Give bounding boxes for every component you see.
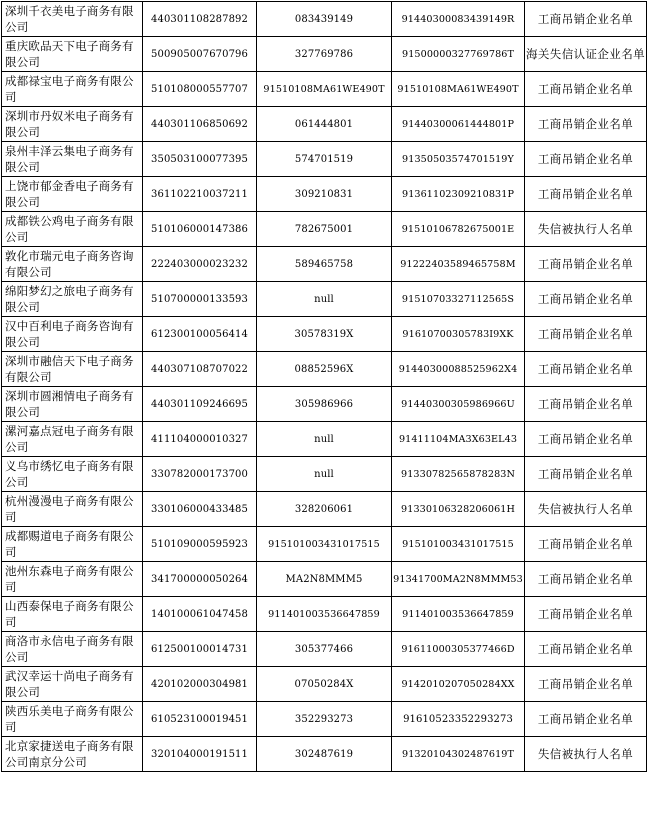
table-row (2, 212, 647, 247)
registration-number-cell: 610523100019451 (143, 702, 257, 737)
registration-number-cell: 510106000147386 (143, 212, 257, 247)
blacklist-type-cell: 工商吊销企业名单 (525, 107, 647, 142)
table-row (2, 282, 647, 317)
blacklist-type-cell: 工商吊销企业名单 (525, 527, 647, 562)
credit-code-cell: 91341700MA2N8MMM53 (392, 562, 525, 597)
table-row (2, 527, 647, 562)
blacklist-type-cell: 工商吊销企业名单 (525, 247, 647, 282)
company-name-cell: 成都赐道电子商务有限公司 (2, 527, 143, 562)
organization-code-cell: 915101003431017515 (257, 527, 392, 562)
table-row (2, 142, 647, 177)
organization-code-cell: null (257, 457, 392, 492)
blacklist-type-cell: 工商吊销企业名单 (525, 457, 647, 492)
credit-code-cell: 91510703327112565S (392, 282, 525, 317)
table-row (2, 702, 647, 737)
blacklist-type-cell: 海关失信认证企业名单 (525, 37, 647, 72)
table-row (2, 492, 647, 527)
table-row (2, 632, 647, 667)
company-name-cell: 成都铁公鸡电子商务有限公司 (2, 212, 143, 247)
blacklist-type-cell: 失信被执行人名单 (525, 492, 647, 527)
registration-number-cell: 140100061047458 (143, 597, 257, 632)
registration-number-cell: 420102000304981 (143, 667, 257, 702)
registration-number-cell: 330106000433485 (143, 492, 257, 527)
blacklist-type-cell: 工商吊销企业名单 (525, 72, 647, 107)
company-name-cell: 池州东森电子商务有限公司 (2, 562, 143, 597)
organization-code-cell: 574701519 (257, 142, 392, 177)
table-row (2, 562, 647, 597)
organization-code-cell: MA2N8MMM5 (257, 562, 392, 597)
blacklist-type-cell: 工商吊销企业名单 (525, 422, 647, 457)
company-name-cell: 敦化市瑞元电子商务咨询有限公司 (2, 247, 143, 282)
blacklist-type-cell: 工商吊销企业名单 (525, 282, 647, 317)
credit-code-cell: 91510106782675001E (392, 212, 525, 247)
credit-code-cell: 91500000327769786T (392, 37, 525, 72)
organization-code-cell: 083439149 (257, 2, 392, 37)
registration-number-cell: 510109000595923 (143, 527, 257, 562)
blacklist-type-cell: 工商吊销企业名单 (525, 702, 647, 737)
company-name-cell: 漯河嘉点冠电子商务有限公司 (2, 422, 143, 457)
blacklist-type-cell: 工商吊销企业名单 (525, 562, 647, 597)
credit-code-cell: 91411104MA3X63EL43 (392, 422, 525, 457)
blacklist-type-cell: 工商吊销企业名单 (525, 667, 647, 702)
table-row (2, 597, 647, 632)
organization-code-cell: 07050284X (257, 667, 392, 702)
credit-code-cell: 91320104302487619T (392, 737, 525, 772)
registration-number-cell: 612500100014731 (143, 632, 257, 667)
organization-code-cell: 305377466 (257, 632, 392, 667)
table-row (2, 247, 647, 282)
registration-number-cell: 361102210037211 (143, 177, 257, 212)
organization-code-cell: 305986966 (257, 387, 392, 422)
company-name-cell: 成都禄宝电子商务有限公司 (2, 72, 143, 107)
table-row (2, 387, 647, 422)
blacklist-type-cell: 工商吊销企业名单 (525, 352, 647, 387)
table-row (2, 667, 647, 702)
table-row (2, 457, 647, 492)
credit-code-cell: 91611000305377466D (392, 632, 525, 667)
blacklist-type-cell: 工商吊销企业名单 (525, 142, 647, 177)
credit-code-cell: 91350503574701519Y (392, 142, 525, 177)
blacklist-type-cell: 工商吊销企业名单 (525, 632, 647, 667)
company-table-body (2, 2, 647, 772)
organization-code-cell: 327769786 (257, 37, 392, 72)
credit-code-cell: 91222403589465758M (392, 247, 525, 282)
organization-code-cell: null (257, 422, 392, 457)
blacklist-type-cell: 失信被执行人名单 (525, 212, 647, 247)
company-name-cell: 杭州漫漫电子商务有限公司 (2, 492, 143, 527)
company-name-cell: 北京家捷送电子商务有限公司南京分公司 (2, 737, 143, 772)
organization-code-cell: null (257, 282, 392, 317)
blacklist-type-cell: 失信被执行人名单 (525, 737, 647, 772)
organization-code-cell: 91510108MA61WE490T (257, 72, 392, 107)
company-table (1, 1, 647, 772)
table-row (2, 37, 647, 72)
company-name-cell: 武汉幸运十尚电子商务有限公司 (2, 667, 143, 702)
organization-code-cell: 328206061 (257, 492, 392, 527)
credit-code-cell: 91440300305986966U (392, 387, 525, 422)
credit-code-cell: 911401003536647859 (392, 597, 525, 632)
table-row (2, 72, 647, 107)
registration-number-cell: 341700000050264 (143, 562, 257, 597)
blacklist-type-cell: 工商吊销企业名单 (525, 387, 647, 422)
credit-code-cell: 91440300061444801P (392, 107, 525, 142)
credit-code-cell: 91440300083439149R (392, 2, 525, 37)
blacklist-type-cell: 工商吊销企业名单 (525, 317, 647, 352)
credit-code-cell: 91361102309210831P (392, 177, 525, 212)
table-row (2, 737, 647, 772)
organization-code-cell: 08852596X (257, 352, 392, 387)
company-name-cell: 汉中百利电子商务咨询有限公司 (2, 317, 143, 352)
registration-number-cell: 510700000133593 (143, 282, 257, 317)
company-name-cell: 山西泰保电子商务有限公司 (2, 597, 143, 632)
credit-code-cell: 91330782565878283N (392, 457, 525, 492)
organization-code-cell: 30578319X (257, 317, 392, 352)
credit-code-cell: 9142010207050284XX (392, 667, 525, 702)
registration-number-cell: 411104000010327 (143, 422, 257, 457)
registration-number-cell: 320104000191511 (143, 737, 257, 772)
registration-number-cell: 440301106850692 (143, 107, 257, 142)
company-name-cell: 陕西乐美电子商务有限公司 (2, 702, 143, 737)
company-name-cell: 上饶市郁金香电子商务有限公司 (2, 177, 143, 212)
registration-number-cell: 440307108707022 (143, 352, 257, 387)
company-name-cell: 深圳千衣美电子商务有限公司 (2, 2, 143, 37)
registration-number-cell: 440301109246695 (143, 387, 257, 422)
company-name-cell: 深圳市圆湘情电子商务有限公司 (2, 387, 143, 422)
credit-code-cell: 91330106328206061H (392, 492, 525, 527)
organization-code-cell: 302487619 (257, 737, 392, 772)
registration-number-cell: 222403000023232 (143, 247, 257, 282)
credit-code-cell: 91510108MA61WE490T (392, 72, 525, 107)
company-name-cell: 绵阳梦幻之旅电子商务有限公司 (2, 282, 143, 317)
credit-code-cell: 91610523352293273 (392, 702, 525, 737)
organization-code-cell: 309210831 (257, 177, 392, 212)
credit-code-cell: 91440300088525962X4 (392, 352, 525, 387)
organization-code-cell: 061444801 (257, 107, 392, 142)
credit-code-cell: 91610700305783I9XK (392, 317, 525, 352)
table-row (2, 352, 647, 387)
table-row (2, 317, 647, 352)
table-row (2, 422, 647, 457)
registration-number-cell: 612300100056414 (143, 317, 257, 352)
credit-code-cell: 915101003431017515 (392, 527, 525, 562)
company-name-cell: 泉州丰泽云集电子商务有限公司 (2, 142, 143, 177)
organization-code-cell: 782675001 (257, 212, 392, 247)
blacklist-type-cell: 工商吊销企业名单 (525, 2, 647, 37)
company-name-cell: 深圳市融信天下电子商务有限公司 (2, 352, 143, 387)
registration-number-cell: 500905007670796 (143, 37, 257, 72)
organization-code-cell: 589465758 (257, 247, 392, 282)
table-row (2, 2, 647, 37)
organization-code-cell: 911401003536647859 (257, 597, 392, 632)
registration-number-cell: 510108000557707 (143, 72, 257, 107)
blacklist-type-cell: 工商吊销企业名单 (525, 177, 647, 212)
company-name-cell: 深圳市丹奴米电子商务有限公司 (2, 107, 143, 142)
table-row (2, 107, 647, 142)
registration-number-cell: 440301108287892 (143, 2, 257, 37)
company-name-cell: 商洛市永信电子商务有限公司 (2, 632, 143, 667)
company-name-cell: 重庆欧品天下电子商务有限公司 (2, 37, 143, 72)
organization-code-cell: 352293273 (257, 702, 392, 737)
registration-number-cell: 350503100077395 (143, 142, 257, 177)
table-row (2, 177, 647, 212)
company-name-cell: 义乌市绣忆电子商务有限公司 (2, 457, 143, 492)
registration-number-cell: 330782000173700 (143, 457, 257, 492)
blacklist-type-cell: 工商吊销企业名单 (525, 597, 647, 632)
